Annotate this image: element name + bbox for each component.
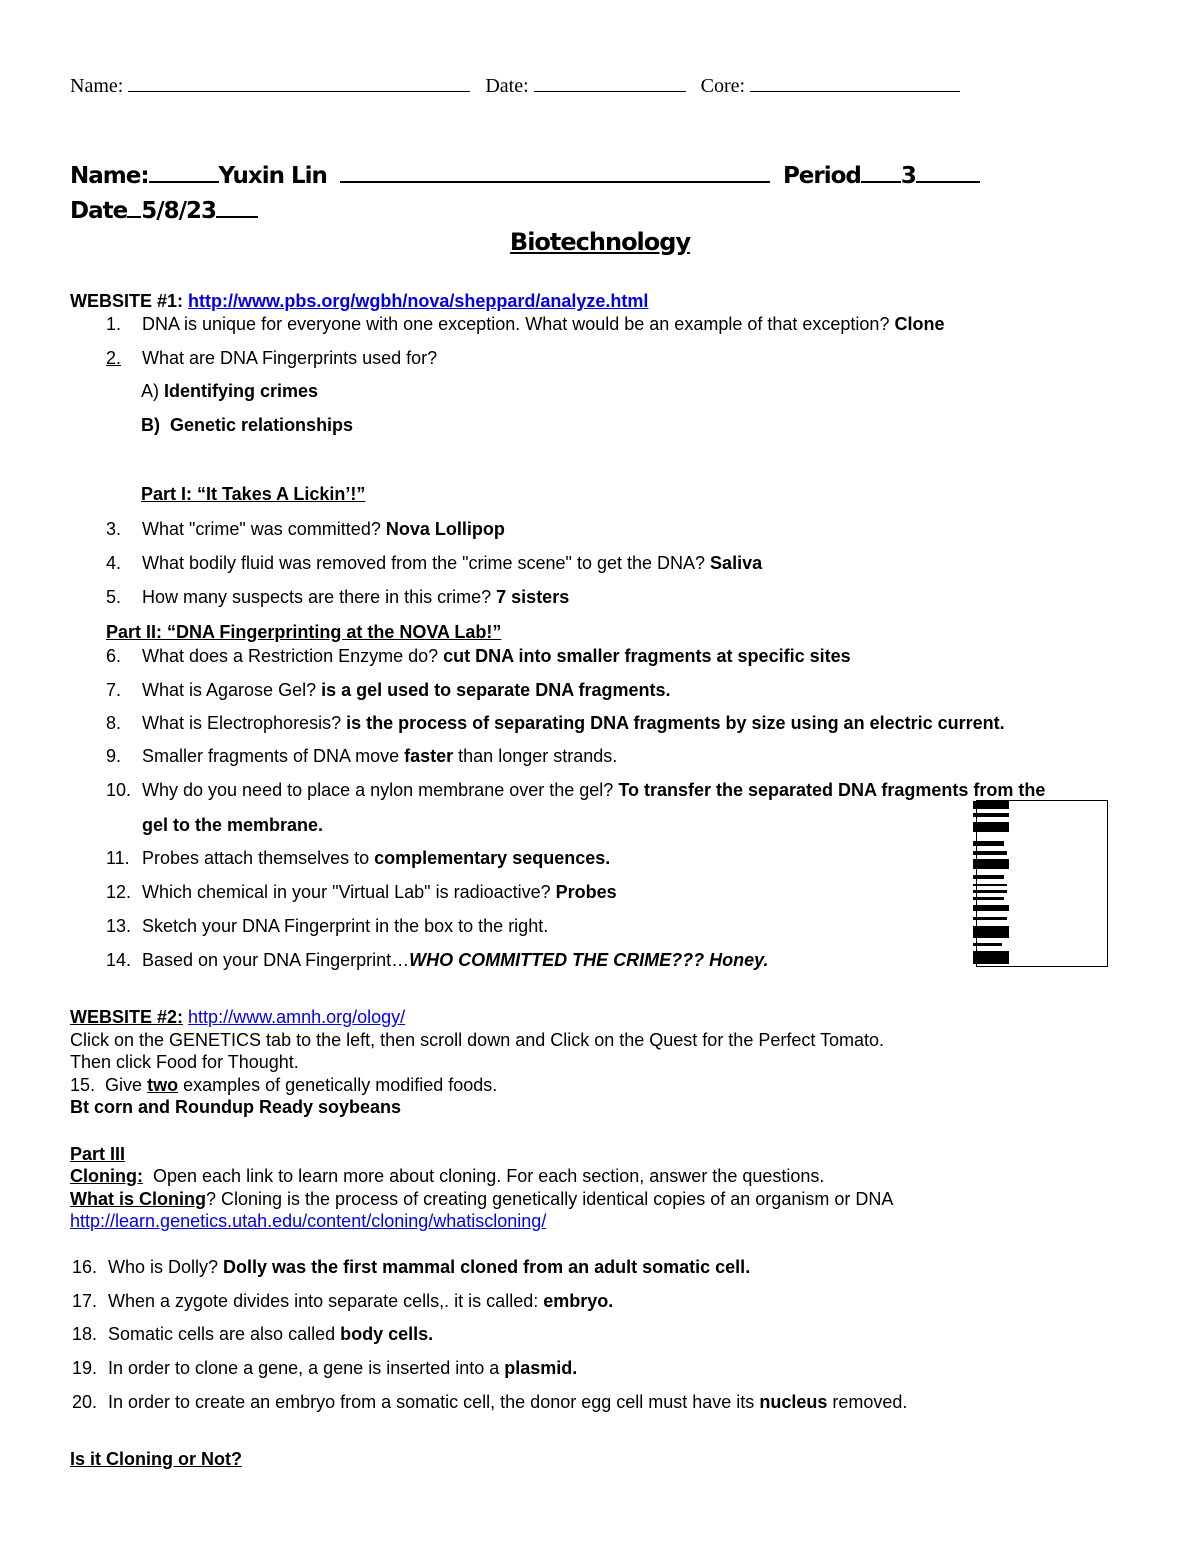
q11-text: Probes attach themselves to xyxy=(142,848,370,868)
q7-num: 7. xyxy=(106,680,122,700)
fingerprint-band xyxy=(973,851,1007,855)
what-is-cloning-text: ? Cloning is the process of creating genetically identical copies of an organism or DNA xyxy=(205,1189,894,1209)
question-4 xyxy=(106,553,762,574)
q3-text: What "crime" was committed? xyxy=(142,519,381,539)
q14-num: 14. xyxy=(106,950,132,970)
top-date-label: Date: xyxy=(485,75,529,97)
q10-answer-line1: To transfer the separated DNA fragments from the xyxy=(618,780,1046,800)
q14-text: Based on your DNA Fingerprint… xyxy=(142,950,410,970)
q3-answer: Nova Lollipop xyxy=(385,519,505,539)
q16-text: Who is Dolly? xyxy=(108,1257,219,1277)
q20-text-after: removed. xyxy=(832,1392,908,1412)
date-underline-2 xyxy=(216,216,258,218)
q9-num: 9. xyxy=(106,746,122,766)
what-is-cloning xyxy=(70,1189,893,1210)
website2-line2: Then click Food for Thought. xyxy=(70,1052,299,1072)
fingerprint-band xyxy=(973,917,1007,920)
q10-text: Why do you need to place a nylon membrane over the gel? xyxy=(142,780,614,800)
part3-link-row xyxy=(70,1211,546,1232)
q5-num: 5. xyxy=(106,587,122,607)
q15-num: 15. xyxy=(70,1075,96,1095)
name-underline xyxy=(149,181,219,183)
question-9 xyxy=(106,746,617,767)
period-underline-1 xyxy=(861,181,901,183)
q8-num: 8. xyxy=(106,713,122,733)
question-10 xyxy=(106,780,1045,801)
q6-answer: cut DNA into smaller fragments at specific sites xyxy=(443,646,851,666)
q14-answer: WHO COMMITTED THE CRIME??? Honey. xyxy=(409,950,769,970)
fingerprint-band xyxy=(973,905,1009,911)
q11-answer: complementary sequences. xyxy=(374,848,611,868)
fingerprint-band xyxy=(973,822,1009,832)
question-5 xyxy=(106,587,569,608)
student-date-row xyxy=(70,198,258,224)
q4-num: 4. xyxy=(106,553,122,573)
cloning-link[interactable]: http://learn.genetics.utah.edu/content/cloning/whatiscloning/ xyxy=(70,1211,547,1231)
q12-num: 12. xyxy=(106,882,132,902)
student-name-row xyxy=(70,163,980,189)
website1-link[interactable]: http://www.pbs.org/wgbh/nova/sheppard/analyze.html xyxy=(188,291,649,311)
q7-text: What is Agarose Gel? xyxy=(142,680,317,700)
q2-answer-b xyxy=(141,415,353,436)
q19-num: 19. xyxy=(72,1358,98,1378)
website2-row xyxy=(70,1007,405,1028)
question-12 xyxy=(106,882,617,903)
question-8 xyxy=(106,713,1005,734)
question-20 xyxy=(72,1392,907,1413)
question-7 xyxy=(106,680,671,701)
q15-emph: two xyxy=(147,1075,179,1095)
website2-line1: Click on the GENETICS tab to the left, then scroll down and Click on the Quest for the Perfect Tomato. xyxy=(70,1030,885,1050)
fingerprint-bands xyxy=(973,801,1103,966)
question-18 xyxy=(72,1324,433,1345)
fingerprint-band xyxy=(973,813,1009,817)
question-2 xyxy=(106,348,437,369)
website1-row xyxy=(70,291,648,312)
q15-text-before: Give xyxy=(105,1075,143,1095)
fingerprint-band xyxy=(973,897,1004,900)
website2-label: WEBSITE #2: xyxy=(70,1007,184,1027)
period-value: 3 xyxy=(900,163,916,189)
q9-text-before: Smaller fragments of DNA move xyxy=(142,746,400,766)
top-core-label: Core: xyxy=(700,75,746,97)
fingerprint-band xyxy=(973,926,1009,938)
page-title: Biotechnology xyxy=(509,228,691,256)
fingerprint-band xyxy=(973,859,1009,869)
q18-answer: body cells. xyxy=(340,1324,434,1344)
question-3 xyxy=(106,519,505,540)
q17-num: 17. xyxy=(72,1291,98,1311)
question-15 xyxy=(70,1075,497,1096)
student-date-label: Date xyxy=(70,198,128,224)
period-underline-2 xyxy=(916,181,980,183)
date-underline-1 xyxy=(127,216,141,218)
q19-text: In order to clone a gene, a gene is inserted into a xyxy=(108,1358,500,1378)
question-1 xyxy=(106,314,944,335)
q12-answer: Probes xyxy=(555,882,617,902)
q3-num: 3. xyxy=(106,519,122,539)
q12-text: Which chemical in your "Virtual Lab" is radioactive? xyxy=(142,882,551,902)
fingerprint-band xyxy=(973,943,1002,946)
question-16 xyxy=(72,1257,750,1278)
student-date-value: 5/8/23 xyxy=(141,198,217,224)
q13-text: Sketch your DNA Fingerprint in the box to the right. xyxy=(142,916,549,936)
top-header xyxy=(70,75,960,98)
what-is-cloning-label: What is Cloning xyxy=(70,1189,206,1209)
question-14 xyxy=(106,950,768,971)
question-11 xyxy=(106,848,610,869)
q6-text: What does a Restriction Enzyme do? xyxy=(142,646,439,666)
final-heading: Is it Cloning or Not? xyxy=(70,1449,242,1469)
q20-answer: nucleus xyxy=(759,1392,828,1412)
top-name-blank[interactable] xyxy=(128,91,470,92)
student-name-value: Yuxin Lin xyxy=(218,163,327,189)
q6-num: 6. xyxy=(106,646,122,666)
q17-answer: embryo. xyxy=(543,1291,614,1311)
q2-text: What are DNA Fingerprints used for? xyxy=(142,348,438,368)
dna-fingerprint-box xyxy=(976,800,1108,967)
q4-text: What bodily fluid was removed from the "crime scene" to get the DNA? xyxy=(142,553,706,573)
q2-b-label: B) xyxy=(141,415,160,435)
top-date-blank[interactable] xyxy=(534,91,686,92)
fingerprint-band xyxy=(973,951,1009,964)
q9-answer: faster xyxy=(404,746,454,766)
question-19 xyxy=(72,1358,577,1379)
fingerprint-band xyxy=(973,801,1009,809)
period-label: Period xyxy=(782,163,861,189)
q2-a-label: A) xyxy=(141,381,159,401)
q17-text: When a zygote divides into separate cells,. it is called: xyxy=(108,1291,539,1311)
q2-b-answer: Genetic relationships xyxy=(170,415,354,435)
q2-a-answer: Identifying crimes xyxy=(164,381,319,401)
fingerprint-band xyxy=(973,841,1004,846)
q1-answer: Clone xyxy=(894,314,945,334)
q10-num: 10. xyxy=(106,780,132,800)
q20-text-before: In order to create an embryo from a somatic cell, the donor egg cell must have its xyxy=(108,1392,755,1412)
q1-text: DNA is unique for everyone with one exception. What would be an example of that exception? xyxy=(142,314,890,334)
q8-text: What is Electrophoresis? xyxy=(142,713,342,733)
cloning-label: Cloning: xyxy=(70,1166,143,1186)
q10-answer-line2: gel to the membrane. xyxy=(142,815,324,835)
q7-answer: is a gel used to separate DNA fragments. xyxy=(321,680,671,700)
q16-num: 16. xyxy=(72,1257,98,1277)
website2-link[interactable]: http://www.amnh.org/ology/ xyxy=(188,1007,406,1027)
q2-num: 2. xyxy=(106,348,122,368)
fingerprint-band xyxy=(973,890,1007,892)
part3-heading: Part III xyxy=(70,1144,126,1164)
part2-heading: Part II: “DNA Fingerprinting at the NOVA Lab!” xyxy=(106,622,502,642)
q18-num: 18. xyxy=(72,1324,98,1344)
q4-answer: Saliva xyxy=(710,553,763,573)
q11-num: 11. xyxy=(106,848,130,868)
cloning-text: Open each link to learn more about cloning. For each section, answer the questions. xyxy=(153,1166,825,1186)
cloning-intro xyxy=(70,1166,824,1187)
fingerprint-band xyxy=(973,884,1007,886)
student-name-label: Name: xyxy=(70,163,149,189)
q5-answer: 7 sisters xyxy=(496,587,570,607)
q8-answer: is the process of separating DNA fragments by size using an electric current. xyxy=(346,713,1005,733)
q9-text-after: than longer strands. xyxy=(458,746,618,766)
fingerprint-band xyxy=(973,875,1004,878)
q16-answer: Dolly was the first mammal cloned from an adult somatic cell. xyxy=(223,1257,751,1277)
q13-num: 13. xyxy=(106,916,132,936)
website1-label: WEBSITE #1: xyxy=(70,291,184,311)
q18-text: Somatic cells are also called xyxy=(108,1324,336,1344)
q19-answer: plasmid. xyxy=(504,1358,578,1378)
q15-answer: Bt corn and Roundup Ready soybeans xyxy=(70,1097,402,1117)
top-core-blank[interactable] xyxy=(750,91,960,92)
q20-num: 20. xyxy=(72,1392,98,1412)
question-17 xyxy=(72,1291,613,1312)
q5-text: How many suspects are there in this crime? xyxy=(142,587,492,607)
q2-answer-a xyxy=(141,381,318,402)
q1-num: 1. xyxy=(106,314,122,334)
top-name-label: Name: xyxy=(70,75,124,97)
part1-heading: Part I: “It Takes A Lickin’!” xyxy=(141,484,366,504)
question-13 xyxy=(106,916,548,937)
q15-text-after: examples of genetically modified foods. xyxy=(183,1075,498,1095)
name-long-underline xyxy=(340,181,770,183)
question-6 xyxy=(106,646,851,667)
